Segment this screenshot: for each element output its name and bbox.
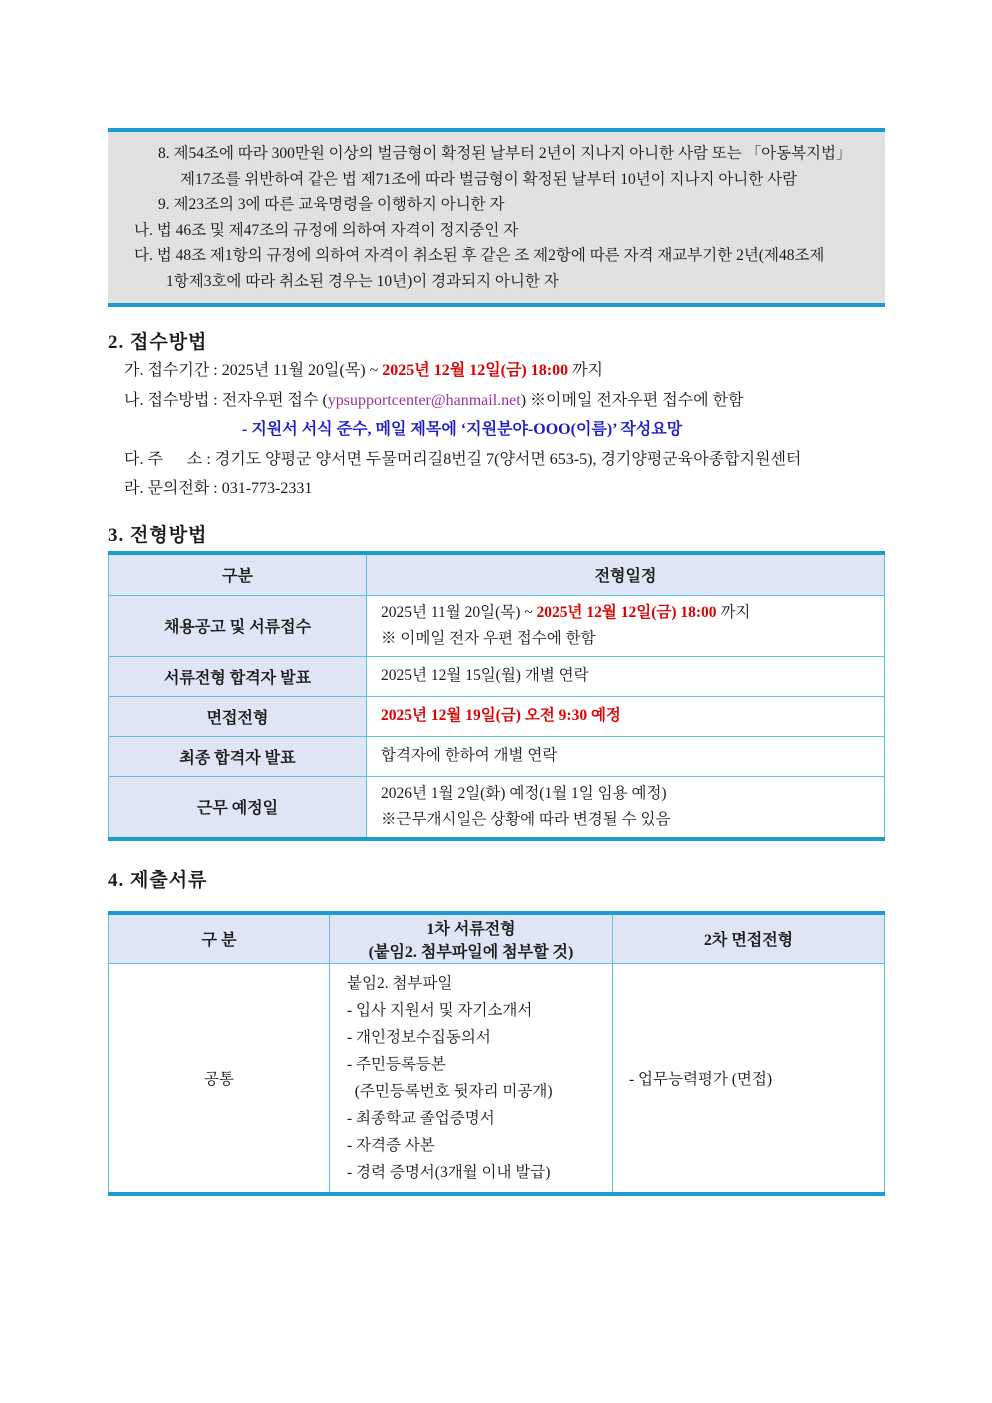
- document-item: - 자격증 사본: [347, 1136, 435, 1154]
- reception-method-suffix: ) ※이메일 전자우편 접수에 한함: [520, 391, 744, 409]
- column-header-first-round: [330, 913, 613, 963]
- document-item: 붙임2. 첨부파일: [347, 974, 453, 992]
- reception-email-link[interactable]: ypsupportcenter@hanmail.net: [327, 391, 521, 409]
- interview-date-highlight: 2025년 12월 19일(금) 오전 9:30 예정: [367, 696, 885, 736]
- reception-method-line: [124, 386, 904, 416]
- table-row: [109, 656, 885, 696]
- required-documents-table: [108, 911, 885, 1196]
- table-row: [109, 595, 885, 656]
- reception-period-prefix: 가. 접수기간 : 2025년 11월 20일(목) ~: [124, 362, 383, 379]
- table-row: [109, 736, 885, 776]
- document-list-cell: [330, 963, 613, 1194]
- table-header-row: [109, 553, 885, 595]
- notice-line: 제17조를 위반하여 같은 법 제71조에 따라 벌금형이 확정된 날부터 10년이 지나지 아니한 사람: [180, 170, 798, 188]
- application-format-note: - 지원서 서식 준수, 메일 제목에 ‘지원분야-OOO(이름)’ 작성요망: [242, 421, 683, 438]
- schedule-line: [381, 600, 874, 626]
- section-3-title: 3. 전형방법: [108, 525, 208, 546]
- interview-evaluation-cell: - 업무능력평가 (면접): [613, 963, 885, 1194]
- notice-line: 1항제3호에 따라 취소된 경우는 10년)이 경과되지 아니한 자: [166, 272, 559, 290]
- reception-method-prefix: 나. 접수방법 : 전자우편 접수 (: [124, 391, 328, 409]
- phone-line: 라. 문의전화 : 031-773-2331: [124, 480, 313, 497]
- row-value: 합격자에 한하여 개별 연락: [367, 736, 885, 776]
- row-label: 채용공고 및 서류접수: [109, 595, 367, 656]
- notice-line: 다. 법 48조 제1항의 규정에 의하여 자격이 취소된 후 같은 조 제2항에 따른 자격 재교부기한 2년(제48조제: [134, 247, 825, 264]
- table-header-row: [109, 913, 885, 963]
- reception-period-line: [124, 356, 904, 386]
- section-2-body: [124, 356, 904, 504]
- document-item: - 경력 증명서(3개월 이내 발급): [347, 1163, 551, 1181]
- section-2-title: 2. 접수방법: [108, 332, 208, 353]
- document-item: (주민등록번호 뒷자리 미공개): [347, 1082, 553, 1100]
- document-item: - 개인정보수집동의서: [347, 1028, 491, 1046]
- row-label: 서류전형 합격자 발표: [109, 656, 367, 696]
- first-round-subtitle: (붙임2. 첨부파일에 첨부할 것): [368, 943, 574, 961]
- workstart-note: ※근무개시일은 상황에 따라 변경될 수 있음: [381, 810, 671, 828]
- column-header-category: 구분: [109, 553, 367, 595]
- reception-period-suffix: 까지: [568, 362, 604, 379]
- disqualification-notice-box: [108, 128, 885, 307]
- section-4-title: 4. 제출서류: [108, 870, 208, 891]
- table-row: [109, 776, 885, 839]
- column-header-category: 구 분: [109, 913, 330, 963]
- column-header-schedule: 전형일정: [367, 553, 885, 595]
- reception-deadline-highlight: 2025년 12월 12일(금) 18:00: [382, 362, 569, 379]
- document-item: - 최종학교 졸업증명서: [347, 1109, 495, 1127]
- row-label: 최종 합격자 발표: [109, 736, 367, 776]
- column-header-second-round: 2차 면접전형: [613, 913, 885, 963]
- notice-line: 9. 제23조의 3에 따른 교육명령을 이행하지 아니한 자: [158, 196, 505, 213]
- document-item: - 주민등록등본: [347, 1055, 446, 1073]
- address-line: 다. 주 소 : 경기도 양평군 양서면 두물머리길8번길 7(양서면 653-5), 경기양평군육아종합지원센터: [124, 450, 802, 468]
- table-row: [109, 963, 885, 1194]
- first-round-title: 1차 서류전형: [426, 920, 516, 938]
- schedule-prefix: 2025년 11월 20일(목) ~: [381, 603, 537, 621]
- row-value: 2025년 12월 15일(월) 개별 연락: [367, 656, 885, 696]
- schedule-suffix: 까지: [716, 603, 751, 621]
- schedule-note: ※ 이메일 전자 우편 접수에 한함: [381, 629, 596, 647]
- selection-schedule-table: [108, 551, 885, 841]
- row-value: [367, 595, 885, 656]
- notice-line: 8. 제54조에 따라 300만원 이상의 벌금형이 확정된 날부터 2년이 지나지 아니한 사람 또는 「아동복지법」: [158, 145, 852, 162]
- row-label: 면접전형: [109, 696, 367, 736]
- row-label: 근무 예정일: [109, 776, 367, 839]
- row-label-common: 공통: [109, 963, 330, 1194]
- schedule-deadline-highlight: 2025년 12월 12일(금) 18:00: [536, 603, 717, 621]
- row-value: [367, 776, 885, 839]
- workstart-line: 2026년 1월 2일(화) 예정(1월 1일 임용 예정): [381, 784, 667, 802]
- table-row: [109, 696, 885, 736]
- notice-line: 나. 법 46조 및 제47조의 규정에 의하여 자격이 정지중인 자: [134, 221, 519, 239]
- document-item: - 입사 지원서 및 자기소개서: [347, 1001, 533, 1019]
